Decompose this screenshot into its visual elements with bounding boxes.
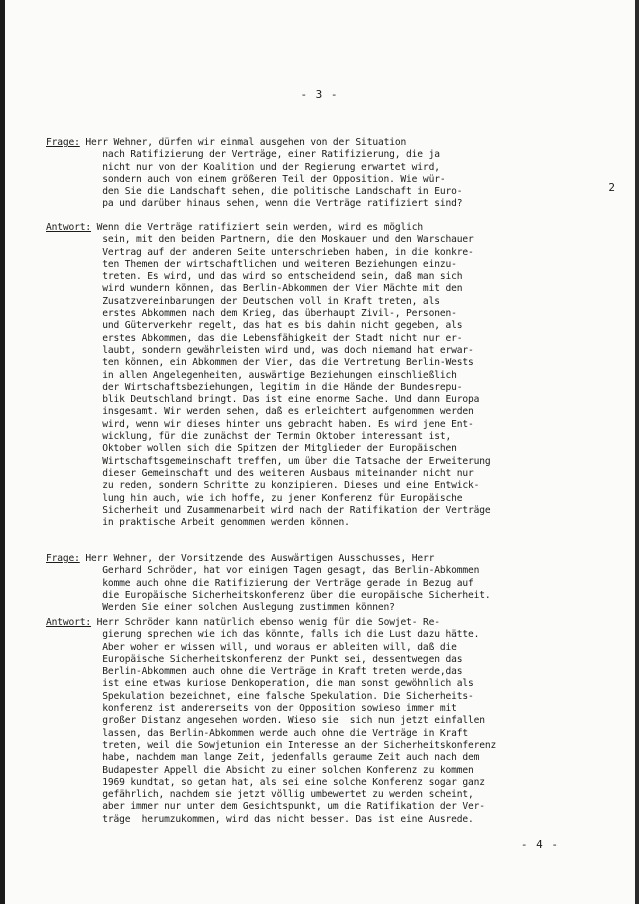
text-line bbox=[46, 801, 608, 813]
speaker-label: Frage: bbox=[46, 137, 80, 148]
answer-2 bbox=[46, 617, 608, 826]
line-text: sondern auch von einem größeren Teil der Opposition. Wie wür- bbox=[46, 173, 446, 185]
text-line bbox=[46, 578, 608, 590]
text-line bbox=[46, 715, 608, 727]
line-text: ten Themen der wirtschaftlichen und weiteren Beziehungen einzu- bbox=[46, 258, 457, 270]
text-line bbox=[46, 443, 608, 455]
text-line bbox=[46, 174, 608, 186]
question-2 bbox=[46, 553, 608, 614]
text-line bbox=[46, 468, 608, 480]
line-text: Berlin-Abkommen auch ohne die Verträge in Kraft treten werde,das bbox=[46, 666, 463, 678]
text-line bbox=[46, 320, 608, 332]
text-line bbox=[46, 553, 608, 565]
text-line bbox=[46, 234, 608, 246]
line-text: großer Distanz angesehen worden. Wieso sie sich nun jetzt einfallen bbox=[46, 715, 485, 727]
text-line bbox=[46, 394, 608, 406]
line-text: den Sie die Landschaft sehen, die politische Landschaft in Euro- bbox=[46, 186, 463, 198]
page-number: - 3 - bbox=[300, 88, 339, 101]
text-line bbox=[46, 629, 608, 641]
line-text: 1969 kundtat, so getan hat, als sei eine solche Konferenz sogar ganz bbox=[46, 776, 485, 788]
text-line bbox=[46, 814, 608, 826]
text-line bbox=[46, 259, 608, 271]
line-text: sein, mit den beiden Partnern, die den Moskauer und den Warschauer bbox=[46, 234, 474, 246]
text-line bbox=[46, 602, 608, 614]
line-text: der Wirtschaftsbeziehungen, legitim in die Hände der Bundesrepu- bbox=[46, 381, 463, 393]
text-line bbox=[46, 370, 608, 382]
text-line bbox=[46, 703, 608, 715]
line-text: Spekulation bezeichnet, eine falsche Spekulation. Die Sicherheits- bbox=[46, 690, 474, 702]
line-text: dieser Gemeinschaft und des weiteren Ausbaus miteinander nicht nur bbox=[46, 467, 474, 479]
text-line bbox=[46, 431, 608, 443]
line-text: Vertrag auf der anderen Seite unterschrieben haben, in die konkre- bbox=[46, 246, 474, 258]
text-line bbox=[46, 345, 608, 357]
line-text: gierung sprechen wie ich das könnte, falls ich die Lust dazu hätte. bbox=[46, 629, 480, 641]
text-line bbox=[46, 222, 608, 234]
line-text: gefährlich, nachdem sie jetzt völlig umbewertet zu werden scheint, bbox=[46, 789, 474, 801]
line-text: Aber woher er wissen will, und woraus er ableiten will, daß die bbox=[46, 641, 457, 653]
line-text: ist eine etwas kuriose Denkoperation, die man sonst gewöhnlich als bbox=[46, 678, 474, 690]
line-text: Oktober wollen sich die Spitzen der Mitglieder der Europäischen bbox=[46, 443, 457, 455]
text-line bbox=[46, 642, 608, 654]
line-text: und Güterverkehr regelt, das hat es bis dahin nicht gegeben, als bbox=[46, 320, 463, 332]
text-line bbox=[46, 456, 608, 468]
text-line bbox=[46, 247, 608, 259]
text-line bbox=[46, 419, 608, 431]
text-line bbox=[46, 296, 608, 308]
line-text: Herr Wehner, der Vorsitzende des Auswärtigen Ausschusses, Herr bbox=[79, 553, 435, 564]
text-line bbox=[46, 590, 608, 602]
line-text: in praktische Arbeit genommen werden können. bbox=[46, 517, 350, 529]
speaker-label: Antwort: bbox=[46, 222, 92, 233]
line-text: Sicherheit und Zusammenarbeit wird nach der Ratifikation der Verträge bbox=[46, 504, 491, 516]
line-text: die Europäische Sicherheitskonferenz über die europäische Sicherheit. bbox=[46, 589, 491, 601]
line-text: erstes Abkommen, das die Lebensfähigkeit der Stadt nicht nur er- bbox=[46, 332, 463, 344]
line-text: Wirtschaftsgemeinschaft treffen, um über die Tatsache der Erweiterung bbox=[46, 455, 491, 467]
line-text: träge herumzukommen, wird das nicht besser. Das ist eine Ausrede. bbox=[46, 813, 474, 825]
text-line bbox=[46, 691, 608, 703]
text-line bbox=[46, 777, 608, 789]
text-line bbox=[46, 480, 608, 492]
margin-mark: 2 bbox=[608, 181, 615, 194]
text-line bbox=[46, 505, 608, 517]
line-text: treten, weil die Sowjetunion ein Interesse an der Sicherheitskonferenz bbox=[46, 739, 497, 751]
next-page-indicator: - 4 - bbox=[520, 838, 559, 851]
line-text: wicklung, für die zunächst der Termin Oktober interessant ist, bbox=[46, 431, 452, 443]
line-text: erstes Abkommen nach dem Krieg, das überhaupt Zivil-, Personen- bbox=[46, 308, 457, 320]
line-text: treten. Es wird, und das wird so entscheidend sein, daß man sich bbox=[46, 271, 463, 283]
line-text: wird wundern können, das Berlin-Abkommen der Vier Mächte mit den bbox=[46, 283, 463, 295]
text-line bbox=[46, 752, 608, 764]
text-line bbox=[46, 765, 608, 777]
text-line bbox=[46, 186, 608, 198]
line-text: zu reden, sondern Schritte zu konzipieren. Dieses und eine Entwick- bbox=[46, 480, 480, 492]
line-text: lassen, das Berlin-Abkommen werde auch ohne die Verträge in Kraft bbox=[46, 727, 468, 739]
text-line bbox=[46, 678, 608, 690]
line-text: aber immer nur unter dem Gesichtspunkt, um die Ratifikation der Ver- bbox=[46, 801, 485, 813]
line-text: nicht nur von der Koalition und der Regierung erwartet wird, bbox=[46, 161, 440, 173]
question-1 bbox=[46, 137, 608, 211]
text-line bbox=[46, 789, 608, 801]
text-line bbox=[46, 308, 608, 320]
line-text: Herr Schröder kann natürlich ebenso wenig für die Sowjet- Re- bbox=[91, 617, 440, 628]
line-text: blik Deutschland bringt. Das ist eine enorme Sache. Und dann Europa bbox=[46, 394, 480, 406]
text-line bbox=[46, 382, 608, 394]
line-text: Europäische Sicherheitskonferenz der Punkt sei, dessentwegen das bbox=[46, 653, 463, 665]
line-text: wird, wenn wir dieses hinter uns gebracht haben. Es wird jene Ent- bbox=[46, 418, 474, 430]
line-text: Werden Sie einer solchen Auslegung zustimmen können? bbox=[46, 602, 395, 614]
speaker-label: Antwort: bbox=[46, 617, 92, 628]
text-line bbox=[46, 617, 608, 629]
line-text: Budapester Appell die Absicht zu einer solchen Konferenz zu kommen bbox=[46, 764, 474, 776]
line-text: laubt, sondern gewährleisten wird und, was doch niemand hat erwar- bbox=[46, 344, 474, 356]
line-text: Wenn die Verträge ratifiziert sein werden, wird es möglich bbox=[91, 222, 423, 233]
line-text: pa und darüber hinaus sehen, wenn die Verträge ratifiziert sind? bbox=[46, 198, 463, 210]
line-text: nach Ratifizierung der Verträge, einer Ratifizierung, die ja bbox=[46, 149, 440, 161]
scan-edge-left bbox=[0, 0, 5, 904]
text-line bbox=[46, 728, 608, 740]
line-text: komme auch ohne die Ratifizierung der Verträge gerade in Bezug auf bbox=[46, 577, 474, 589]
text-line bbox=[46, 517, 608, 529]
answer-1 bbox=[46, 222, 608, 529]
text-line bbox=[46, 162, 608, 174]
text-line bbox=[46, 333, 608, 345]
text-line bbox=[46, 137, 608, 149]
text-line bbox=[46, 654, 608, 666]
speaker-label: Frage: bbox=[46, 553, 80, 564]
text-line bbox=[46, 565, 608, 577]
text-line bbox=[46, 198, 608, 210]
text-line bbox=[46, 271, 608, 283]
line-text: insgesamt. Wir werden sehen, daß es erleichtert aufgenommen werden bbox=[46, 406, 474, 418]
text-line bbox=[46, 666, 608, 678]
text-line bbox=[46, 406, 608, 418]
line-text: konferenz ist andererseits von der Opposition sowieso immer mit bbox=[46, 703, 457, 715]
line-text: habe, nachdem man lange Zeit, jedenfalls geraume Zeit auch nach dem bbox=[46, 752, 480, 764]
scan-edge-right bbox=[635, 0, 639, 904]
text-line bbox=[46, 740, 608, 752]
text-line bbox=[46, 283, 608, 295]
line-text: Zusatzvereinbarungen der Deutschen voll in Kraft treten, als bbox=[46, 295, 440, 307]
text-line bbox=[46, 149, 608, 161]
line-text: lung hin auch, wie ich hoffe, zu jener Konferenz für Europäische bbox=[46, 492, 463, 504]
text-line bbox=[46, 357, 608, 369]
line-text: Gerhard Schröder, hat vor einigen Tagen gesagt, das Berlin-Abkommen bbox=[46, 565, 480, 577]
line-text: Herr Wehner, dürfen wir einmal ausgehen von der Situation bbox=[79, 137, 407, 148]
line-text: in allen Angelegenheiten, auswärtige Beziehungen einschließlich bbox=[46, 369, 457, 381]
line-text: ten können, ein Abkommen der Vier, das die Vertretung Berlin-Wests bbox=[46, 357, 474, 369]
text-line bbox=[46, 493, 608, 505]
